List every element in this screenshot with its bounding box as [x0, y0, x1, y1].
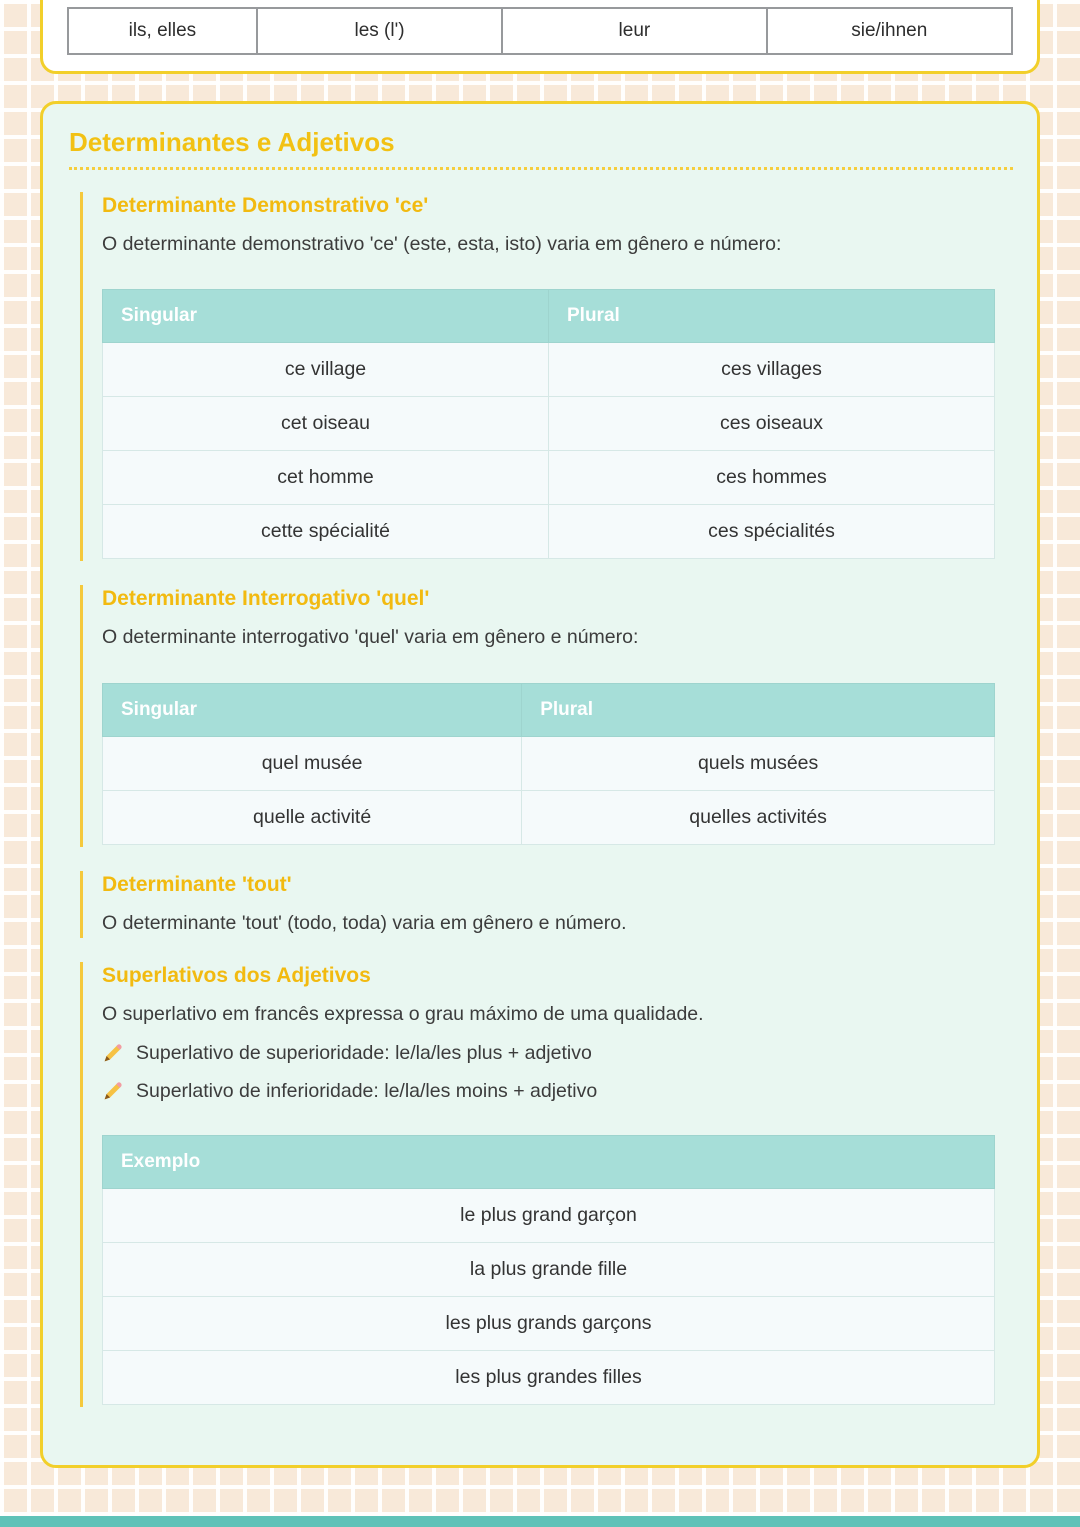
- table-row: [103, 736, 995, 790]
- column-header-plural: Plural: [522, 683, 995, 736]
- column-header-singular: Singular: [103, 290, 549, 343]
- table-cell: ces hommes: [549, 451, 995, 505]
- table-cell: quels musées: [522, 736, 995, 790]
- section-heading: Determinante Interrogativo 'quel': [102, 587, 430, 611]
- table-header-row: [103, 1136, 995, 1189]
- determinantes-card: [40, 101, 1040, 1468]
- table-row: [103, 1297, 995, 1351]
- table-row: [103, 790, 995, 844]
- table-cell: ces villages: [549, 343, 995, 397]
- table-cell: ces oiseaux: [549, 397, 995, 451]
- table-cell: les plus grands garçons: [103, 1297, 995, 1351]
- table-row: [103, 397, 995, 451]
- section-tout: [80, 871, 995, 938]
- column-header-singular: Singular: [103, 683, 522, 736]
- column-header-plural: Plural: [549, 290, 995, 343]
- table-row: [103, 1243, 995, 1297]
- table-cell: les plus grandes filles: [103, 1351, 995, 1405]
- table-row: [103, 343, 995, 397]
- quel-table: [102, 683, 995, 845]
- bullet-text: Superlativo de inferioridade: le/la/les moins + adjetivo: [136, 1080, 598, 1103]
- table-cell: leur: [502, 8, 766, 54]
- section-superlativos: [80, 962, 995, 1407]
- table-row: [103, 451, 995, 505]
- bullet-inferioridade: [102, 1080, 995, 1103]
- table-cell: quelle activité: [103, 790, 522, 844]
- section-description: O determinante demonstrativo 'ce' (este, esta, isto) varia em gênero e número:: [102, 232, 782, 255]
- table-cell: cet homme: [103, 451, 549, 505]
- bullet-text: Superlativo de superioridade: le/la/les plus + adjetivo: [136, 1042, 592, 1065]
- exemplo-table: [102, 1135, 995, 1405]
- table-cell: les (l'): [257, 8, 502, 54]
- pencil-icon: [102, 1081, 123, 1102]
- pronoun-table-card: [40, 0, 1040, 74]
- table-row: [103, 1351, 995, 1405]
- section-description: O determinante 'tout' (todo, toda) varia em gênero e número.: [102, 911, 627, 934]
- table-row: [68, 8, 1012, 54]
- section-heading: Superlativos dos Adjetivos: [102, 963, 371, 987]
- table-cell: cette spécialité: [103, 505, 549, 559]
- table-cell: ce village: [103, 343, 549, 397]
- table-cell: quel musée: [103, 736, 522, 790]
- table-cell: quelles activités: [522, 790, 995, 844]
- table-header-row: [103, 290, 995, 343]
- section-description: O determinante interrogativo 'quel' varia em gênero e número:: [102, 626, 639, 649]
- section-description: O superlativo em francês expressa o grau máximo de uma qualidade.: [102, 1002, 704, 1025]
- table-header-row: [103, 683, 995, 736]
- pronoun-table: [67, 7, 1013, 55]
- pencil-icon: [102, 1043, 123, 1064]
- section-interrogativo-quel: [80, 585, 995, 846]
- section-heading: Determinante 'tout': [102, 872, 292, 896]
- section-demonstrativo-ce: [80, 192, 995, 561]
- bottom-bar: [0, 1516, 1080, 1527]
- table-cell: ils, elles: [68, 8, 257, 54]
- bullet-superioridade: [102, 1042, 995, 1065]
- table-cell: le plus grand garçon: [103, 1189, 995, 1243]
- dotted-divider: [69, 167, 1013, 170]
- table-cell: ces spécialités: [549, 505, 995, 559]
- table-cell: la plus grande fille: [103, 1243, 995, 1297]
- ce-table: [102, 289, 995, 559]
- table-cell: sie/ihnen: [767, 8, 1012, 54]
- table-row: [103, 1189, 995, 1243]
- section-heading: Determinante Demonstrativo 'ce': [102, 193, 429, 217]
- column-header-exemplo: Exemplo: [103, 1136, 995, 1189]
- table-cell: cet oiseau: [103, 397, 549, 451]
- table-row: [103, 505, 995, 559]
- card-title: Determinantes e Adjetivos: [69, 127, 395, 157]
